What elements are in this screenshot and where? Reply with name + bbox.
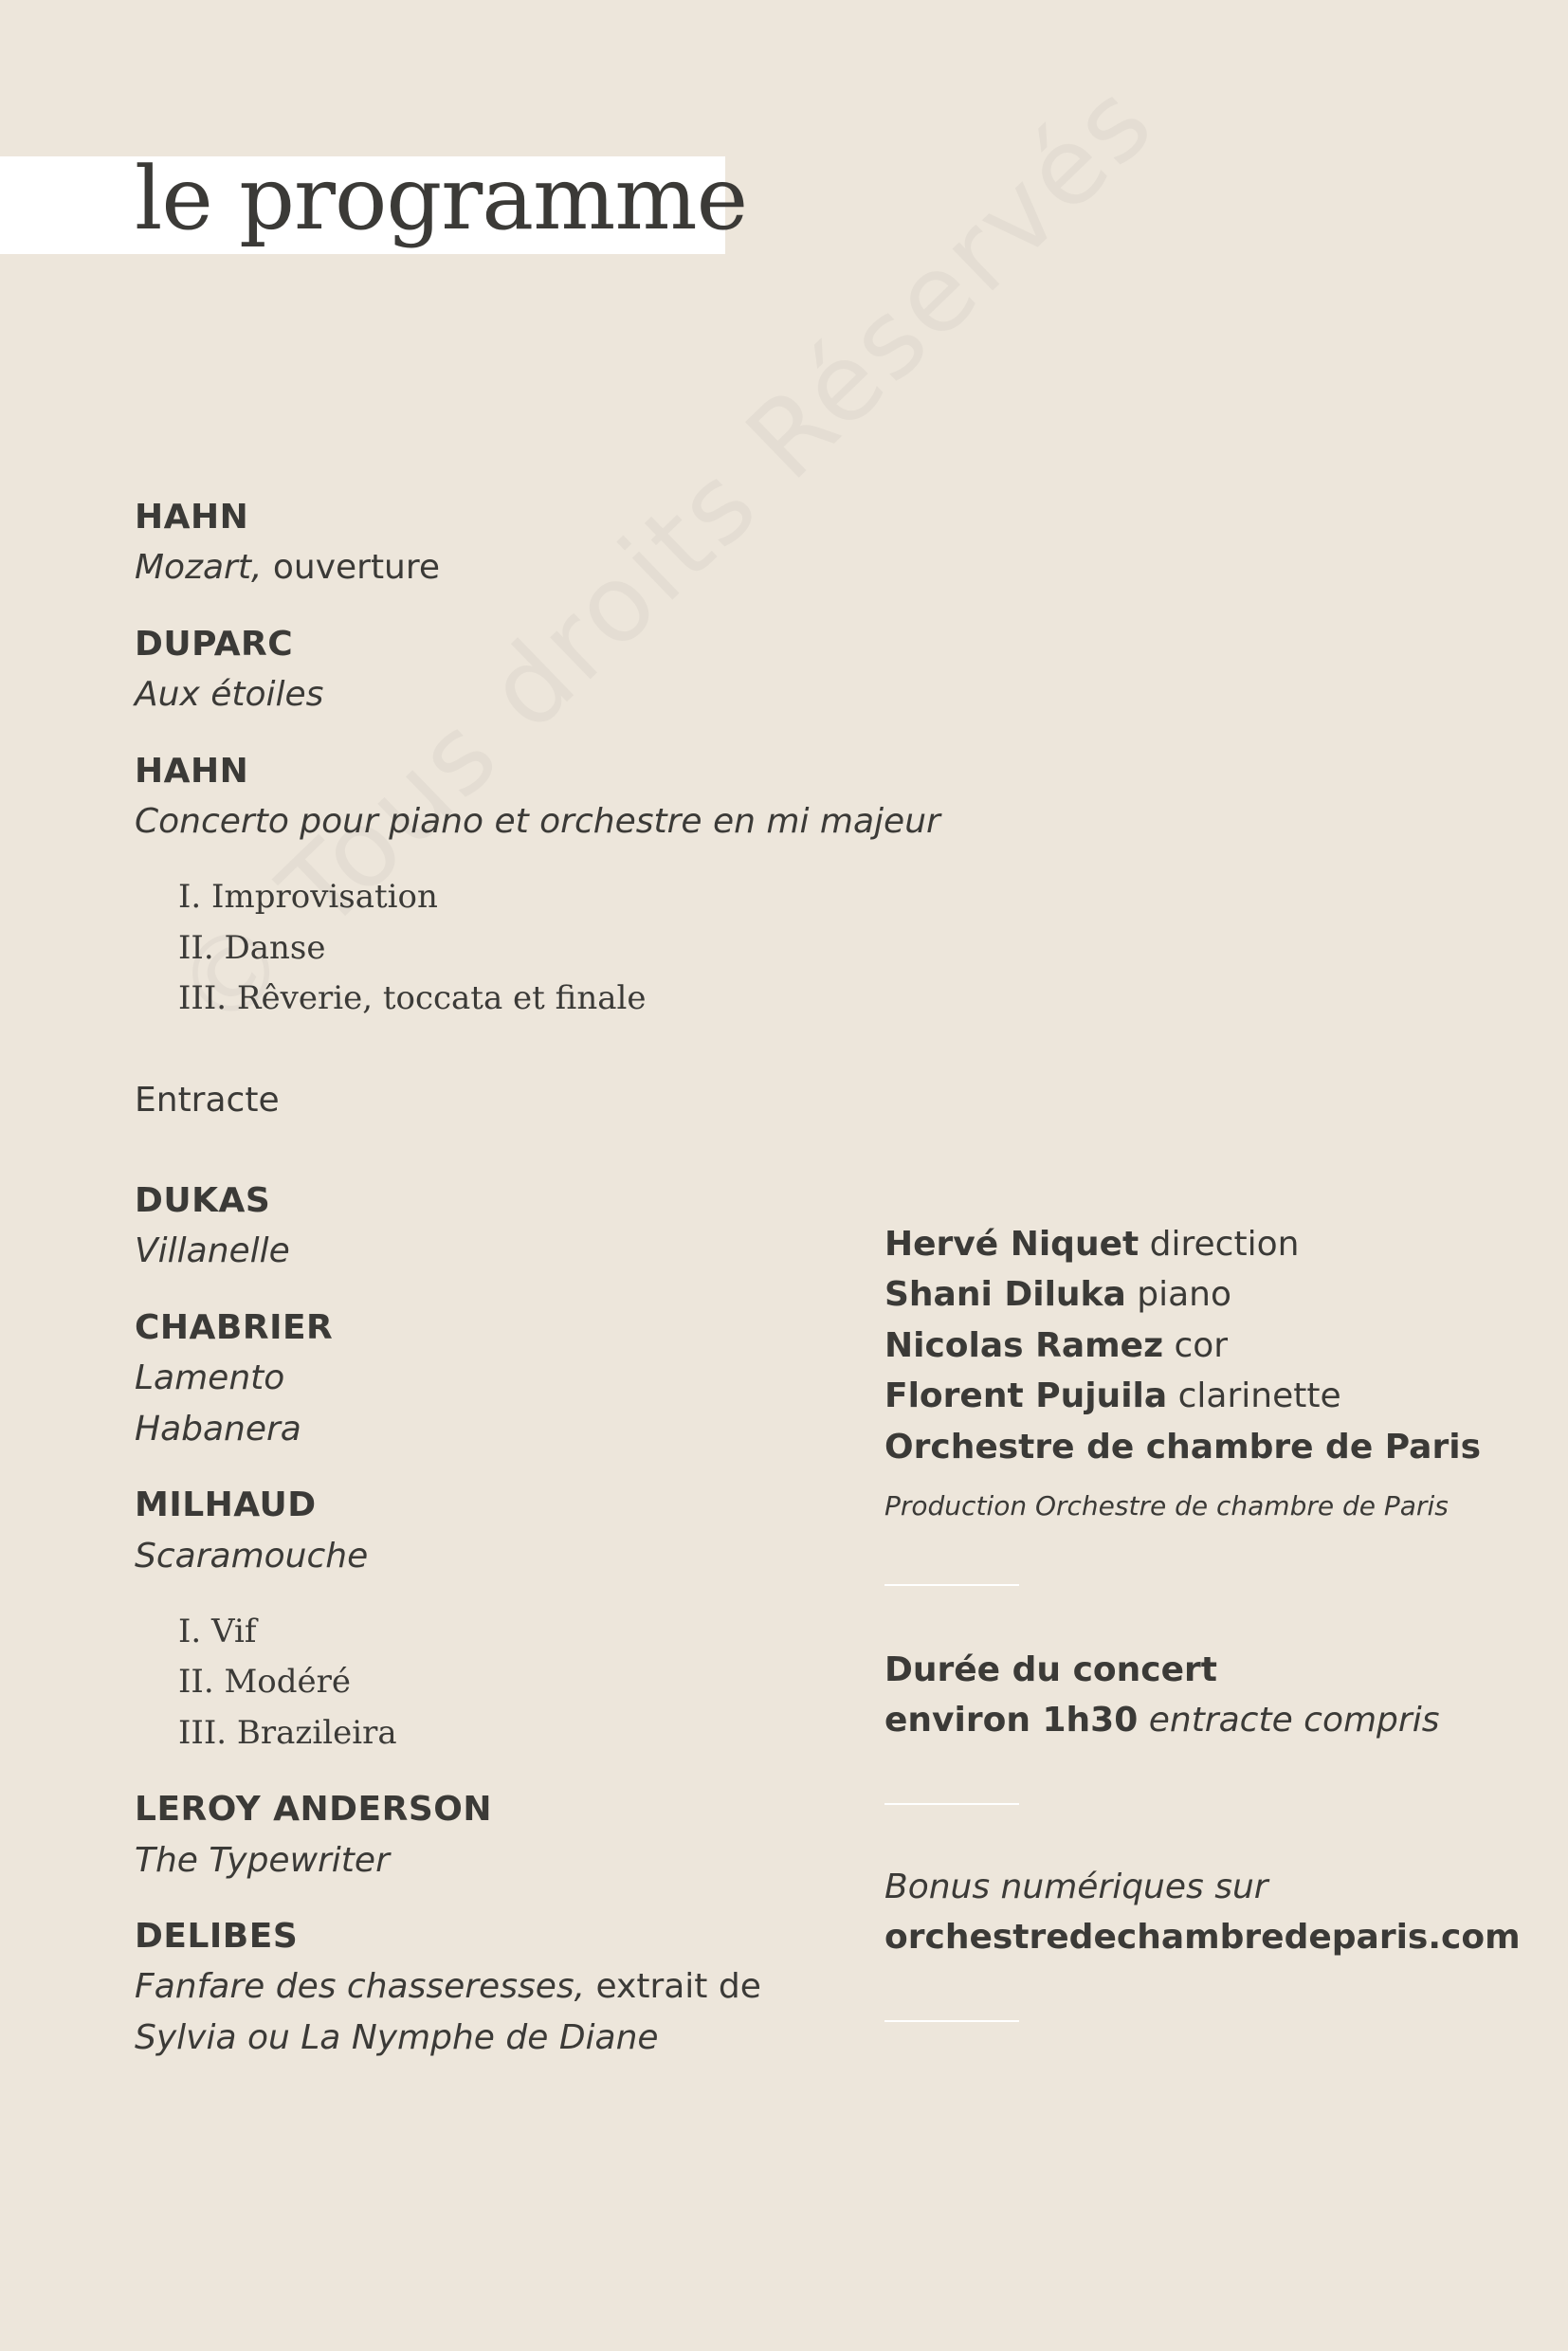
composer-name: DUPARC	[135, 624, 294, 664]
work-title: Scaramouche	[135, 1536, 369, 1576]
performer	[884, 1371, 1491, 1421]
composer-name: MILHAUD	[135, 1485, 317, 1525]
work-detail: ouverture	[262, 548, 441, 588]
work-title: Lamento	[135, 1358, 285, 1398]
duration-label: Durée du concert	[884, 1650, 1217, 1690]
movement: II. Danse	[178, 928, 326, 967]
divider	[884, 2020, 1019, 2022]
work-title: Sylvia ou La Nymphe de Diane	[135, 2017, 659, 2057]
composer-name: CHABRIER	[135, 1307, 334, 1347]
movement: I. Vif	[178, 1612, 257, 1650]
movement: III. Brazileira	[178, 1713, 397, 1752]
program-item	[135, 619, 912, 720]
duration-block	[884, 1645, 1491, 1746]
performer-name: Florent Pujuila	[884, 1376, 1168, 1416]
program-item	[135, 746, 940, 1025]
concert-info	[884, 1219, 1521, 2022]
intermission: Entracte	[135, 1080, 280, 1120]
performer-name: Nicolas Ramez	[884, 1325, 1164, 1365]
performer	[884, 1219, 1491, 1269]
composer-name: LEROY ANDERSON	[135, 1790, 493, 1830]
performer	[884, 1321, 1491, 1371]
divider	[884, 1584, 1019, 1586]
movement: II. Modéré	[178, 1663, 352, 1702]
movement-list	[135, 1607, 912, 1759]
performer-name: Orchestre de chambre de Paris	[884, 1427, 1481, 1467]
divider	[884, 1803, 1019, 1805]
work-title: Fanfare des chasseresses,	[135, 1967, 586, 2007]
bonus-block	[884, 1862, 1521, 1963]
program-list	[135, 492, 940, 2088]
production-credit: Production Orchestre de chambre de Paris	[884, 1490, 1449, 1522]
program-item	[135, 1911, 912, 2063]
performer-name: Shani Diluka	[884, 1275, 1126, 1315]
performer-name: Hervé Niquet	[884, 1225, 1140, 1264]
website-link[interactable]: orchestredechambredeparis.com	[884, 1918, 1521, 1958]
program-item	[135, 1480, 912, 1759]
composer-name: HAHN	[135, 498, 249, 537]
work-title: Habanera	[135, 1409, 301, 1449]
performer	[884, 1269, 1491, 1320]
movement: I. Improvisation	[178, 878, 438, 917]
performer-list	[884, 1219, 1491, 1472]
performer-role: cor	[1163, 1325, 1229, 1365]
work-detail: extrait de	[585, 1967, 761, 2007]
movement: III. Rêverie, toccata et finale	[178, 979, 647, 1018]
composer-name: DELIBES	[135, 1916, 299, 1956]
duration-note: entracte compris	[1138, 1701, 1440, 1740]
composer-name: DUKAS	[135, 1181, 271, 1221]
program-item	[135, 1176, 912, 1277]
work-title: Villanelle	[135, 1231, 290, 1271]
program-item	[135, 1303, 912, 1454]
duration-value: environ 1h30 entracte compris	[884, 1701, 1440, 1740]
performer-role: clarinette	[1167, 1376, 1341, 1416]
work-title: Mozart,	[135, 548, 263, 588]
movement-list	[135, 872, 912, 1024]
work-title: Aux étoiles	[135, 675, 324, 715]
work-title: The Typewriter	[135, 1840, 390, 1880]
program-item	[135, 492, 912, 593]
performer	[884, 1422, 1491, 1472]
page-title: le programme	[135, 148, 748, 249]
composer-name: HAHN	[135, 751, 249, 791]
work-title: Concerto pour piano et orchestre en mi majeur	[135, 802, 940, 842]
program-item	[135, 1784, 912, 1886]
bonus-label: Bonus numériques sur	[884, 1867, 1268, 1906]
performer-role: piano	[1125, 1275, 1231, 1315]
performer-role: direction	[1139, 1225, 1300, 1264]
